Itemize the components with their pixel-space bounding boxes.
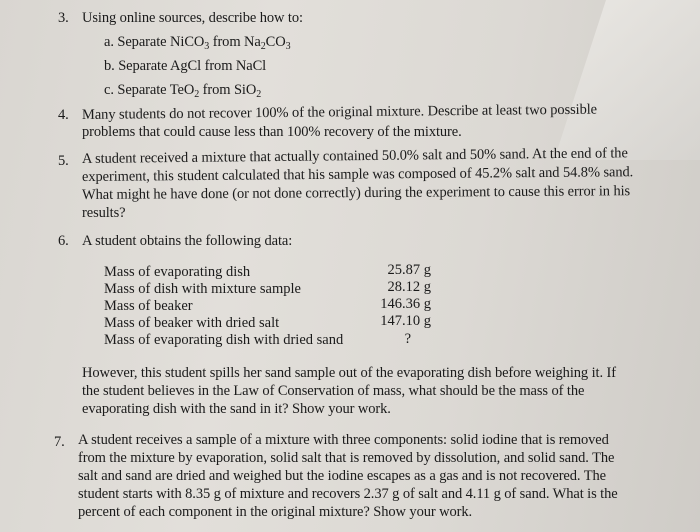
question-3a	[104, 33, 291, 56]
question-3a-sub1: 3	[204, 41, 210, 52]
data-row-label: Mass of beaker	[104, 298, 193, 314]
question-6-follow-3: evaporating dish with the sand in it? Show your work.	[82, 401, 391, 417]
data-row-label: Mass of dish with mixture sample	[104, 281, 301, 297]
question-4-line-1: Many students do not recover 100% of the original mixture. Describe at least two possible	[81, 101, 598, 123]
question-7-line-1: A student receives a sample of a mixture with three components: solid iodine that is removed	[78, 432, 609, 448]
question-7-line-5: percent of each component in the original mixture? Show your work.	[78, 504, 473, 520]
question-3a-text: a. Separate NiCO	[104, 34, 205, 50]
question-6-number: 6.	[58, 233, 69, 249]
question-4-line-2: problems that could cause less than 100% recovery of the mixture.	[82, 124, 462, 140]
question-3c-mid: from SiO	[199, 82, 257, 98]
data-row-value: 147.10 g	[380, 313, 431, 329]
question-3a-sub3: 3	[285, 41, 291, 52]
data-row-value: ?	[404, 331, 411, 347]
question-3-stem: Using online sources, describe how to:	[82, 10, 303, 26]
question-5-line-2: experiment, this student calculated that his sample was composed of 45.2% salt and 54.8% sand.	[81, 164, 634, 185]
question-3	[0, 0, 700, 100]
data-row-value: 25.87 g	[387, 262, 431, 278]
data-row-label: Mass of evaporating dish	[104, 264, 251, 280]
question-7-line-2: from the mixture by evaporation, solid salt that is removed by dissolution, and solid sand. The	[78, 450, 615, 466]
question-3c-sub1: 2	[194, 89, 200, 100]
data-row-value: 146.36 g	[380, 296, 431, 312]
question-3a-mid: from Na	[209, 34, 261, 50]
question-5-number: 5.	[58, 153, 69, 169]
question-7-line-3: salt and sand are dried and weighed but the iodine escapes as a gas and is not recovered. The	[78, 468, 606, 484]
question-7-line-4: student starts with 8.35 g of mixture and recovers 2.37 g of salt and 4.11 g of sand. What is the	[78, 486, 618, 502]
question-6-follow-2: the student believes in the Law of Conservation of mass, what should be the mass of the	[82, 383, 585, 399]
question-5-line-4: results?	[82, 205, 126, 221]
question-6-stem: A student obtains the following data:	[82, 233, 293, 249]
question-3a-sub2: 2	[260, 41, 266, 52]
data-row-label: Mass of evaporating dish with dried sand	[104, 332, 344, 348]
question-4-number: 4.	[58, 107, 69, 123]
question-5-line-3: What might he have done (or not done correctly) during the experiment to cause this error in his	[81, 183, 631, 203]
data-row-label: Mass of beaker with dried salt	[104, 315, 280, 331]
data-row-value: 28.12 g	[387, 279, 431, 295]
question-7-number: 7.	[54, 434, 65, 450]
question-3c	[104, 81, 261, 104]
question-6-follow-1: However, this student spills her sand sample out of the evaporating dish before weighing it. If	[82, 365, 616, 381]
question-3c-text: c. Separate TeO	[104, 82, 195, 98]
question-3c-sub2: 2	[256, 89, 262, 100]
question-3a-end: CO	[265, 34, 286, 50]
question-5-line-1: A student received a mixture that actually contained 50.0% salt and 50% sand. At the end of the	[81, 145, 628, 167]
question-3b: b. Separate AgCl from NaCl	[104, 58, 267, 74]
question-3-number: 3.	[58, 10, 69, 26]
